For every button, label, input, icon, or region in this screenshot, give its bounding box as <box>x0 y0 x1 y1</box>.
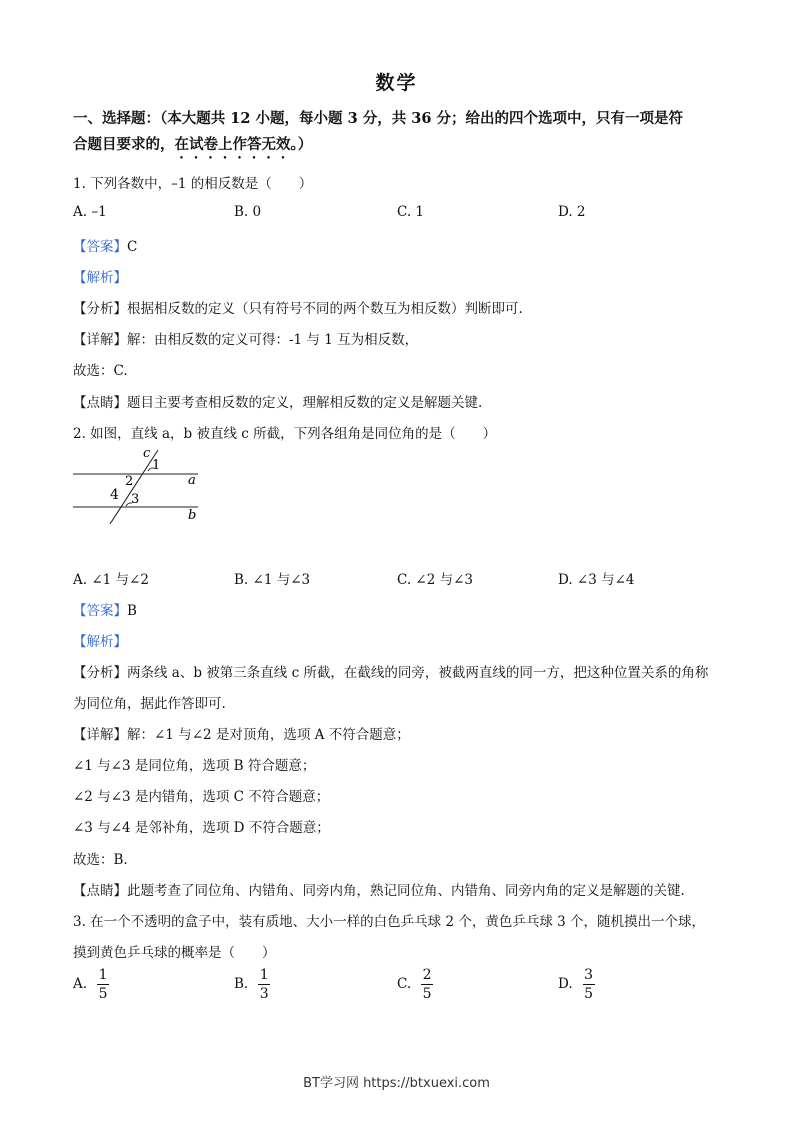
q1-dianjing: 【点睛】题目主要考查相反数的定义，理解相反数的定义是解题关键. <box>73 395 483 411</box>
q3-option-d: D. $\frac{3}{5}$ <box>558 967 594 1002</box>
q2-answer: 【答案】B <box>73 603 137 619</box>
q2-stem: 2. 如图，直线 a，b 被直线 c 所截，下列各组角是同位角的是（ ） <box>73 426 497 442</box>
q2-fenxi-2: 为同位角，据此作答即可. <box>73 696 226 712</box>
q1-answer: 【答案】C <box>73 239 138 255</box>
section-heading-line-2: 合题目要求的，在试卷上作答无效。） <box>73 136 313 153</box>
section-heading <box>73 106 733 162</box>
page-title: 数学 <box>375 72 418 94</box>
q2-option-b: B. ∠1 与∠3 <box>234 572 311 588</box>
q1-option-c: C. 1 <box>397 204 425 220</box>
label-a: a <box>188 473 196 488</box>
q2-dianjing: 【点睛】此题考查了同位角、内错角、同旁内角，熟记同位角、内错角、同旁内角的定义是解题的关键. <box>73 883 685 899</box>
label-2: 2 <box>125 474 134 489</box>
q2-guxuan: 故选：B. <box>73 852 128 868</box>
page-footer: BT学习网 https://btxuexi.com <box>303 1076 490 1091</box>
q2-xiangjie-1: 【详解】解：∠1 与∠2 是对顶角，选项 A 不符合题意； <box>73 727 410 743</box>
q2-fenxi-1: 【分析】两条线 a、b 被第三条直线 c 所截，在截线的同旁，被截两直线的同一方，把这种位置关系的角称 <box>73 665 709 681</box>
label-b: b <box>188 508 197 523</box>
q3-option-b: B. $\frac{1}{3}$ <box>234 967 269 1002</box>
q3-option-a: A. $\frac{1}{5}$ <box>73 967 108 1002</box>
q2-analysis-tag: 【解析】 <box>73 634 127 650</box>
q2-xiangjie-2: ∠1 与∠3 是同位角，选项 B 符合题意； <box>73 758 316 774</box>
q2-option-a: A. ∠1 与∠2 <box>73 572 149 588</box>
q2-xiangjie-3: ∠2 与∠3 是内错角，选项 C 不符合题意； <box>73 789 330 805</box>
q1-option-a: A. –1 <box>73 204 107 220</box>
q1-stem: 1. 下列各数中，–1 的相反数是（ ） <box>73 176 313 192</box>
q1-analysis-tag: 【解析】 <box>73 270 127 286</box>
label-4: 4 <box>110 487 119 503</box>
q3-stem-2: 摸到黄色乒乓球的概率是（ ） <box>73 945 276 961</box>
q1-xiangjie: 【详解】解：由相反数的定义可得：-1 与 1 互为相反数， <box>73 332 419 348</box>
label-3: 3 <box>131 492 140 507</box>
q2-figure <box>70 444 210 526</box>
q1-option-d: D. 2 <box>558 204 586 220</box>
section-heading-line-1: 一、选择题：（本大题共 12 小题，每小题 3 分，共 36 分；给出的四个选项中，只有一项是符 <box>73 110 683 127</box>
q1-fenxi: 【分析】根据相反数的定义（只有符号不同的两个数互为相反数）判断即可. <box>73 301 523 317</box>
q1-option-b: B. 0 <box>234 204 262 220</box>
q2-xiangjie-4: ∠3 与∠4 是邻补角，选项 D 不符合题意； <box>73 820 330 836</box>
q2-option-d: D. ∠3 与∠4 <box>558 572 635 588</box>
label-c: c <box>143 446 151 461</box>
q3-stem-1: 3. 在一个不透明的盒子中，装有质地、大小一样的白色乒乓球 2 个，黄色乒乓球 3 个，随机摸出一个球， <box>73 914 706 930</box>
q1-guxuan: 故选：C. <box>73 363 128 379</box>
q3-option-c: C. $\frac{2}{5}$ <box>397 967 432 1002</box>
label-1: 1 <box>152 458 161 473</box>
q2-option-c: C. ∠2 与∠3 <box>397 572 474 588</box>
